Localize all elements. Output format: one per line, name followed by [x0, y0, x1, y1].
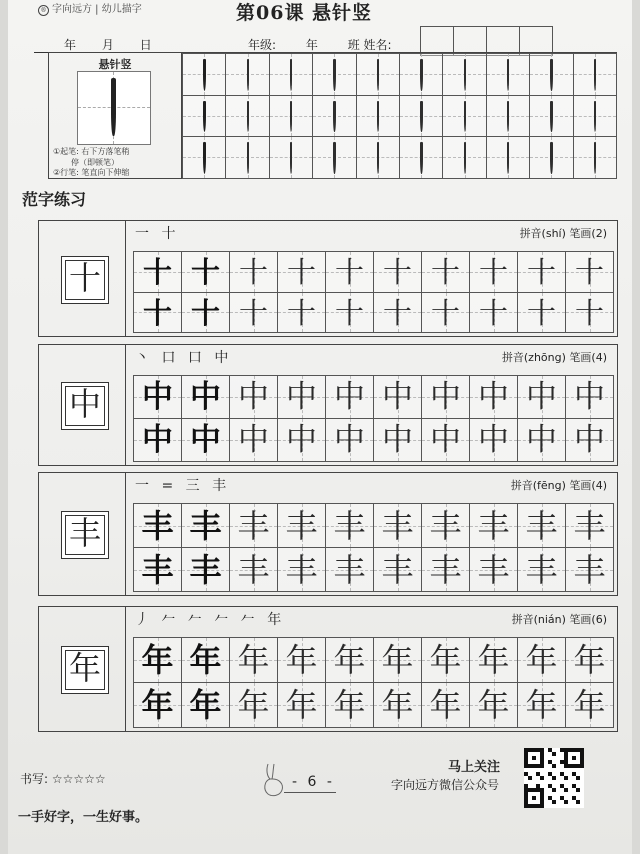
- section-title: 范字练习: [22, 190, 87, 209]
- tracing-cell[interactable]: [133, 547, 182, 592]
- character-info: [520, 225, 607, 241]
- tracing-cell[interactable]: [181, 418, 230, 462]
- stroke-note-2: ②行笔: 笔直向下伸缩: [53, 168, 130, 177]
- tracing-cell[interactable]: [133, 251, 182, 293]
- rabbit-icon: [260, 762, 286, 798]
- tracing-cell[interactable]: [373, 292, 422, 334]
- vertical-stroke-icon: [247, 101, 250, 133]
- tracing-cell[interactable]: [517, 292, 566, 334]
- tracing-character: 年: [189, 641, 222, 679]
- tracing-character: 中: [430, 379, 461, 415]
- tracing-character: 中: [478, 422, 509, 458]
- tracing-character: 年: [381, 686, 414, 724]
- tracing-character: 中: [526, 422, 557, 458]
- tracing-character: 中: [382, 379, 413, 415]
- tracing-character: 十: [430, 255, 460, 289]
- tracing-cell[interactable]: [325, 503, 374, 548]
- tracing-cell[interactable]: [325, 637, 374, 683]
- tracing-cell[interactable]: [373, 503, 422, 548]
- tracing-cell[interactable]: [565, 547, 614, 592]
- tracing-cell[interactable]: [277, 682, 326, 728]
- tracing-character: 年: [189, 686, 222, 724]
- tracing-cell[interactable]: [133, 503, 182, 548]
- tracing-character: 丰: [285, 551, 318, 589]
- tracing-cell[interactable]: [373, 251, 422, 293]
- tracing-cell[interactable]: [181, 637, 230, 683]
- follow-subtitle: 字向远方微信公众号: [391, 778, 500, 792]
- tracing-cell[interactable]: [229, 547, 278, 592]
- vertical-stroke-icon: [247, 142, 250, 174]
- tracing-character: 十: [142, 295, 172, 330]
- tracing-cell[interactable]: [181, 503, 230, 548]
- grade-fields: 年级: 年 班 姓名:: [248, 38, 392, 52]
- vertical-stroke-icon: [377, 59, 380, 91]
- model-character: 年: [68, 649, 101, 687]
- vertical-stroke-icon: [377, 101, 380, 133]
- character-block: [38, 472, 618, 596]
- stroke-name: 悬针竖: [98, 58, 132, 71]
- practice-cell[interactable]: [529, 95, 573, 138]
- character-block: [38, 220, 618, 337]
- pinyin-label: 拼音(nián): [511, 613, 566, 626]
- vertical-stroke-icon: [420, 59, 423, 91]
- tracing-cell[interactable]: [373, 637, 422, 683]
- tracing-character: 中: [238, 422, 269, 458]
- pinyin-label: 拼音(fēng): [510, 479, 566, 492]
- tracing-character: 年: [381, 641, 414, 679]
- model-character-area: [39, 221, 126, 336]
- tracing-character: 十: [238, 255, 268, 289]
- tracing-cell[interactable]: [229, 418, 278, 462]
- tracing-character: 丰: [573, 551, 606, 589]
- tracing-cell[interactable]: [277, 418, 326, 462]
- vertical-stroke-icon: [550, 101, 553, 133]
- tracing-character: 年: [525, 686, 558, 724]
- vertical-stroke-icon: [464, 59, 467, 91]
- tracing-character: 丰: [429, 551, 462, 589]
- tracing-cell[interactable]: [373, 547, 422, 592]
- vertical-stroke-icon: [203, 101, 206, 133]
- tracing-character: 中: [430, 422, 461, 458]
- practice-cell[interactable]: [399, 95, 443, 138]
- tracing-character: 十: [190, 255, 220, 289]
- character-info: [512, 611, 607, 627]
- tracing-cell[interactable]: [181, 251, 230, 293]
- tracing-character: 十: [238, 295, 268, 330]
- practice-cell[interactable]: [182, 53, 226, 96]
- tracing-cell[interactable]: [325, 292, 374, 334]
- tracing-cell[interactable]: [229, 251, 278, 293]
- stroke-intro-panel: [48, 52, 617, 179]
- tracing-cell[interactable]: [421, 503, 470, 548]
- suspended-needle-stroke-icon: [111, 78, 116, 136]
- tracing-cell[interactable]: [229, 503, 278, 548]
- vertical-stroke-icon: [420, 101, 423, 133]
- pinyin-label: 拼音(shí): [519, 227, 566, 240]
- model-character-area: [39, 473, 126, 595]
- tracing-character: 中: [190, 379, 221, 415]
- tracing-cell[interactable]: [421, 292, 470, 334]
- practice-cell[interactable]: [312, 136, 356, 179]
- tracing-cell[interactable]: [277, 547, 326, 592]
- tracing-cell[interactable]: [469, 375, 518, 419]
- practice-cell[interactable]: [442, 53, 486, 96]
- tracing-cell[interactable]: [325, 251, 374, 293]
- tracing-character: 年: [477, 641, 510, 679]
- tracing-cell[interactable]: [133, 292, 182, 334]
- tracing-cell[interactable]: [565, 292, 614, 334]
- vertical-stroke-icon: [594, 59, 597, 91]
- stroke-note-1b: 停（即顿笔）: [71, 158, 119, 167]
- tracing-character: 中: [478, 379, 509, 415]
- tracing-cell[interactable]: [325, 375, 374, 419]
- stroke-explanation: [49, 53, 182, 178]
- tracing-character: 年: [285, 641, 318, 679]
- tracing-character: 年: [237, 641, 270, 679]
- practice-cell[interactable]: [486, 53, 530, 96]
- page-underline: [284, 792, 336, 793]
- stroke-note-1: ①起笔: 右下方落笔稍: [53, 147, 130, 156]
- vertical-stroke-icon: [203, 142, 206, 174]
- tracing-character: 丰: [573, 507, 606, 545]
- tracing-cell[interactable]: [421, 547, 470, 592]
- tracing-character: 年: [429, 641, 462, 679]
- tracing-character: 十: [574, 255, 604, 289]
- vertical-stroke-icon: [333, 59, 336, 91]
- tracing-cell[interactable]: [181, 375, 230, 419]
- tracing-cell[interactable]: [421, 251, 470, 293]
- tracing-character: 十: [382, 255, 412, 289]
- practice-cell[interactable]: [573, 53, 617, 96]
- page-number: - 6 -: [292, 774, 335, 790]
- tracing-character: 中: [142, 379, 173, 415]
- tracing-character: 丰: [525, 551, 558, 589]
- tracing-character: 十: [382, 295, 412, 330]
- stroke-order: 丿 𠂉 𠂉 𠂉 𠂉 年: [135, 612, 286, 628]
- tracing-character: 中: [238, 379, 269, 415]
- vertical-stroke-icon: [594, 101, 597, 133]
- practice-cell[interactable]: [573, 136, 617, 179]
- tracing-cell[interactable]: [469, 292, 518, 334]
- tracing-character: 十: [286, 295, 316, 330]
- tracing-cell[interactable]: [421, 418, 470, 462]
- practice-cell[interactable]: [442, 136, 486, 179]
- tracing-cell[interactable]: [181, 682, 230, 728]
- practice-cell[interactable]: [182, 136, 226, 179]
- tracing-character: 年: [333, 641, 366, 679]
- tracing-cell[interactable]: [517, 375, 566, 419]
- tracing-character: 中: [526, 379, 557, 415]
- practice-cell[interactable]: [269, 53, 313, 96]
- practice-cell[interactable]: [312, 53, 356, 96]
- tracing-character: 十: [334, 255, 364, 289]
- model-character-box: [61, 646, 109, 694]
- practice-cell[interactable]: [356, 95, 400, 138]
- practice-cell[interactable]: [225, 136, 269, 179]
- tracing-character: 十: [574, 295, 604, 330]
- pinyin-label: 拼音(zhōng): [501, 351, 566, 364]
- tracing-cell[interactable]: [517, 418, 566, 462]
- practice-cell[interactable]: [442, 95, 486, 138]
- tracing-cell[interactable]: [133, 637, 182, 683]
- tracing-character: 年: [285, 686, 318, 724]
- vertical-stroke-icon: [247, 59, 250, 91]
- vertical-stroke-icon: [333, 142, 336, 174]
- tracing-character: 年: [573, 641, 606, 679]
- tracing-cell[interactable]: [229, 292, 278, 334]
- tracing-character: 丰: [285, 507, 318, 545]
- vertical-stroke-icon: [550, 59, 553, 91]
- qr-code-icon[interactable]: [524, 748, 584, 808]
- tracing-character: 年: [141, 641, 174, 679]
- tracing-cell[interactable]: [373, 418, 422, 462]
- stroke-demo-box: [77, 71, 151, 145]
- tracing-cell[interactable]: [565, 418, 614, 462]
- tracing-cell[interactable]: [229, 637, 278, 683]
- tracing-cell[interactable]: [517, 251, 566, 293]
- model-character: 十: [68, 258, 101, 297]
- rating-stars: 书写: ☆☆☆☆☆: [20, 772, 106, 786]
- practice-cell[interactable]: [399, 136, 443, 179]
- tracing-cell[interactable]: [469, 503, 518, 548]
- tracing-character: 十: [190, 295, 220, 330]
- tracing-cell[interactable]: [469, 682, 518, 728]
- practice-cell[interactable]: [312, 95, 356, 138]
- tracing-character: 丰: [237, 551, 270, 589]
- tracing-character: 中: [574, 422, 605, 458]
- vertical-stroke-icon: [203, 59, 206, 91]
- vertical-stroke-icon: [464, 101, 467, 133]
- vertical-stroke-icon: [420, 142, 423, 174]
- tracing-character: 年: [573, 686, 606, 724]
- worksheet-page: [8, 0, 632, 854]
- tracing-cell[interactable]: [133, 682, 182, 728]
- tracing-character: 丰: [477, 507, 510, 545]
- tracing-character: 年: [141, 686, 174, 724]
- practice-cell[interactable]: [486, 95, 530, 138]
- practice-cell[interactable]: [225, 53, 269, 96]
- character-block: [38, 344, 618, 466]
- tracing-character: 十: [286, 255, 316, 289]
- tracing-cell[interactable]: [469, 547, 518, 592]
- tracing-cell[interactable]: [229, 375, 278, 419]
- stroke-count-label: 笔画(4): [569, 479, 607, 492]
- tracing-character: 中: [574, 379, 605, 415]
- tracing-character: 十: [526, 255, 556, 289]
- tracing-character: 丰: [141, 507, 174, 545]
- tracing-character: 丰: [381, 551, 414, 589]
- model-character-area: [39, 345, 126, 465]
- tracing-character: 年: [477, 686, 510, 724]
- tracing-cell[interactable]: [325, 682, 374, 728]
- practice-cell[interactable]: [269, 136, 313, 179]
- tracing-cell[interactable]: [517, 682, 566, 728]
- tracing-character: 年: [429, 686, 462, 724]
- tracing-character: 年: [333, 686, 366, 724]
- vertical-stroke-icon: [333, 101, 336, 133]
- tracing-cell[interactable]: [421, 375, 470, 419]
- tracing-character: 十: [478, 255, 508, 289]
- tracing-character: 十: [334, 295, 364, 330]
- tracing-cell[interactable]: [469, 637, 518, 683]
- model-character: 丰: [68, 514, 101, 552]
- vertical-stroke-icon: [464, 142, 467, 174]
- tracing-character: 丰: [333, 507, 366, 545]
- stroke-count-label: 笔画(2): [569, 227, 607, 240]
- tracing-character: 中: [286, 379, 317, 415]
- motto: 一手好字，一生好事。: [18, 810, 149, 825]
- tracing-cell[interactable]: [517, 547, 566, 592]
- stroke-order: 一 = 三 丰: [135, 478, 231, 494]
- tracing-character: 年: [525, 641, 558, 679]
- tracing-cell[interactable]: [565, 251, 614, 293]
- model-character-area: [39, 607, 126, 731]
- tracing-cell[interactable]: [565, 375, 614, 419]
- practice-cell[interactable]: [356, 136, 400, 179]
- follow-title: 马上关注: [448, 760, 501, 775]
- practice-cell[interactable]: [486, 136, 530, 179]
- stroke-count-label: 笔画(6): [569, 613, 607, 626]
- practice-cell[interactable]: [529, 136, 573, 179]
- tracing-cell[interactable]: [277, 292, 326, 334]
- tracing-character: 丰: [189, 551, 222, 589]
- tracing-character: 中: [286, 422, 317, 458]
- tracing-cell[interactable]: [277, 637, 326, 683]
- tracing-character: 中: [142, 422, 173, 458]
- tracing-character: 丰: [477, 551, 510, 589]
- tracing-cell[interactable]: [373, 682, 422, 728]
- tracing-cell[interactable]: [133, 375, 182, 419]
- tracing-character: 中: [382, 422, 413, 458]
- tracing-character: 丰: [237, 507, 270, 545]
- tracing-character: 十: [430, 295, 460, 330]
- tracing-cell[interactable]: [277, 375, 326, 419]
- tracing-cell[interactable]: [517, 637, 566, 683]
- tracing-cell[interactable]: [373, 375, 422, 419]
- stroke-order: 丶 口 口 中: [135, 350, 233, 366]
- tracing-character: 丰: [381, 507, 414, 545]
- tracing-cell[interactable]: [325, 547, 374, 592]
- tracing-cell[interactable]: [469, 418, 518, 462]
- tracing-cell[interactable]: [133, 418, 182, 462]
- vertical-stroke-icon: [377, 142, 380, 174]
- tracing-cell[interactable]: [421, 682, 470, 728]
- tracing-cell[interactable]: [181, 292, 230, 334]
- tracing-character: 丰: [525, 507, 558, 545]
- stroke-practice-grid[interactable]: [182, 53, 616, 178]
- tracing-character: 中: [334, 379, 365, 415]
- tracing-character: 丰: [333, 551, 366, 589]
- stroke-count-label: 笔画(4): [569, 351, 607, 364]
- character-block: [38, 606, 618, 732]
- tracing-cell[interactable]: [181, 547, 230, 592]
- brand-header: ® 字向远方 | 幼儿描字: [38, 0, 142, 16]
- stroke-order: 一 十: [135, 226, 180, 242]
- tracing-cell[interactable]: [517, 503, 566, 548]
- registered-icon: ®: [38, 5, 49, 16]
- tracing-cell[interactable]: [565, 682, 614, 728]
- practice-cell[interactable]: [269, 95, 313, 138]
- practice-cell[interactable]: [529, 53, 573, 96]
- date-fields: 年 月 日: [34, 36, 152, 53]
- tracing-character: 中: [190, 422, 221, 458]
- tracing-cell[interactable]: [421, 637, 470, 683]
- tracing-cell[interactable]: [229, 682, 278, 728]
- lesson-title: 第06课 悬针竖: [236, 2, 373, 24]
- model-character: 中: [68, 385, 101, 423]
- practice-cell[interactable]: [356, 53, 400, 96]
- tracing-cell[interactable]: [325, 418, 374, 462]
- tracing-character: 丰: [429, 507, 462, 545]
- tracing-character: 丰: [189, 507, 222, 545]
- tracing-cell[interactable]: [277, 503, 326, 548]
- tracing-character: 十: [478, 295, 508, 330]
- practice-cell[interactable]: [225, 95, 269, 138]
- tracing-character: 丰: [141, 551, 174, 589]
- tracing-character: 十: [526, 295, 556, 330]
- tracing-cell[interactable]: [565, 503, 614, 548]
- tracing-character: 中: [334, 422, 365, 458]
- tracing-character: 年: [237, 686, 270, 724]
- character-info: [511, 477, 607, 493]
- character-info: [502, 349, 607, 365]
- vertical-stroke-icon: [594, 142, 597, 174]
- model-character-box: [61, 256, 109, 304]
- model-character-box: [61, 511, 109, 559]
- tracing-cell[interactable]: [565, 637, 614, 683]
- tracing-character: 十: [142, 255, 172, 289]
- model-character-box: [61, 382, 109, 430]
- tracing-cell[interactable]: [469, 251, 518, 293]
- vertical-stroke-icon: [550, 142, 553, 174]
- practice-cell[interactable]: [182, 95, 226, 138]
- practice-cell[interactable]: [573, 95, 617, 138]
- practice-cell[interactable]: [399, 53, 443, 96]
- tracing-cell[interactable]: [277, 251, 326, 293]
